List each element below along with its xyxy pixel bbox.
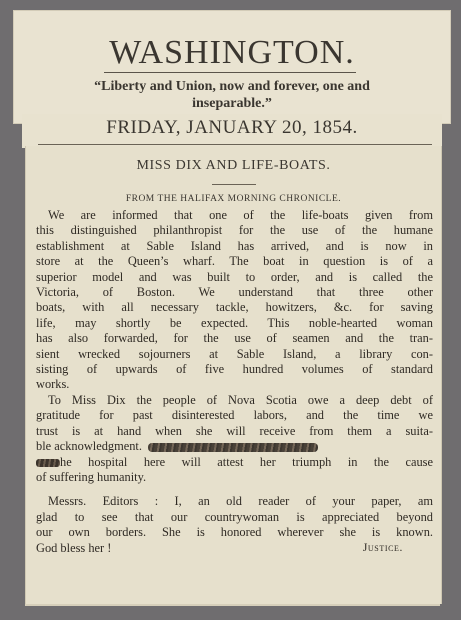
signature-line: [36, 541, 433, 556]
dateline: FRIDAY, JANUARY 20, 1854.: [106, 117, 358, 138]
title-divider: [212, 184, 256, 185]
text-line: [36, 455, 433, 470]
text-line: Messrs. Editors : I, an old reader of your paper, am: [48, 494, 433, 509]
newspaper-title: WASHINGTON.: [109, 34, 355, 71]
paragraph-gap: [36, 485, 433, 494]
dateline-strip: [22, 114, 442, 148]
text-line: store at the Queen’s wharf. The boat in question is of a: [36, 254, 433, 269]
text-line: We are informed that one of the life-boats given from: [48, 208, 433, 222]
paragraph-2: [36, 393, 433, 485]
text-line: Victoria, of Boston. We understand that three other: [36, 285, 433, 300]
text-line: [36, 439, 433, 454]
article: [25, 146, 442, 604]
text-line: our own borders. She is honored wherever she is known.: [36, 525, 433, 540]
signature: Justice.: [362, 541, 403, 554]
text-line: life, may shortly be expected. This noble-hearted woman: [36, 315, 433, 330]
ink-strikethrough: [36, 459, 60, 467]
text-line: sisting of upwards of five hundred volumes of standard: [36, 362, 433, 377]
text-line: glad to see that our countrywoman is appreciated beyond: [36, 509, 433, 524]
text-line: gratitude for past disinterested labors, and the time we: [36, 408, 433, 423]
motto-line-1: “Liberty and Union, now and forever, one and: [94, 79, 370, 94]
text-line: God bless her !: [36, 540, 112, 555]
paragraph-1: [36, 208, 433, 393]
article-title: MISS DIX AND LIFE-BOATS.: [136, 158, 331, 173]
motto-line-2: inseparable.”: [192, 96, 272, 111]
text-line: sient wrecked sojourners at Sable Island, a library con-: [36, 346, 433, 361]
text-fragment: he hospital here will attest her triumph in the cause: [60, 454, 433, 469]
dateline-rule: [38, 144, 432, 145]
text-line: boats, with all necessary tackle, howitzers, &c. for saving: [36, 300, 433, 315]
ink-strikethrough: [148, 443, 318, 452]
text-line: this distinguished philanthropist for the use of the humane: [36, 223, 433, 238]
text-line: has also forwarded, for the use of seamen and the tran-: [36, 331, 433, 346]
text-line: To Miss Dix the people of Nova Scotia owe a deep debt of: [48, 392, 433, 407]
article-body: [36, 208, 433, 556]
clipping-edge: [25, 604, 440, 606]
text-line: establishment at Sable Island has arrived, and is now in: [36, 238, 433, 253]
title-rule: [104, 72, 356, 73]
motto: [38, 78, 426, 112]
text-line: works.: [36, 377, 70, 392]
letter-paragraph: [36, 494, 433, 556]
text-line: of suffering humanity.: [36, 469, 147, 484]
text-line: superior model and was built to order, and is called the: [36, 269, 433, 284]
masthead: [13, 10, 451, 124]
text-line: trust is at hand when she will receive from them a suita-: [36, 423, 433, 438]
text-fragment: ble acknowledgment.: [36, 439, 142, 454]
article-source: FROM THE HALIFAX MORNING CHRONICLE.: [125, 194, 342, 204]
